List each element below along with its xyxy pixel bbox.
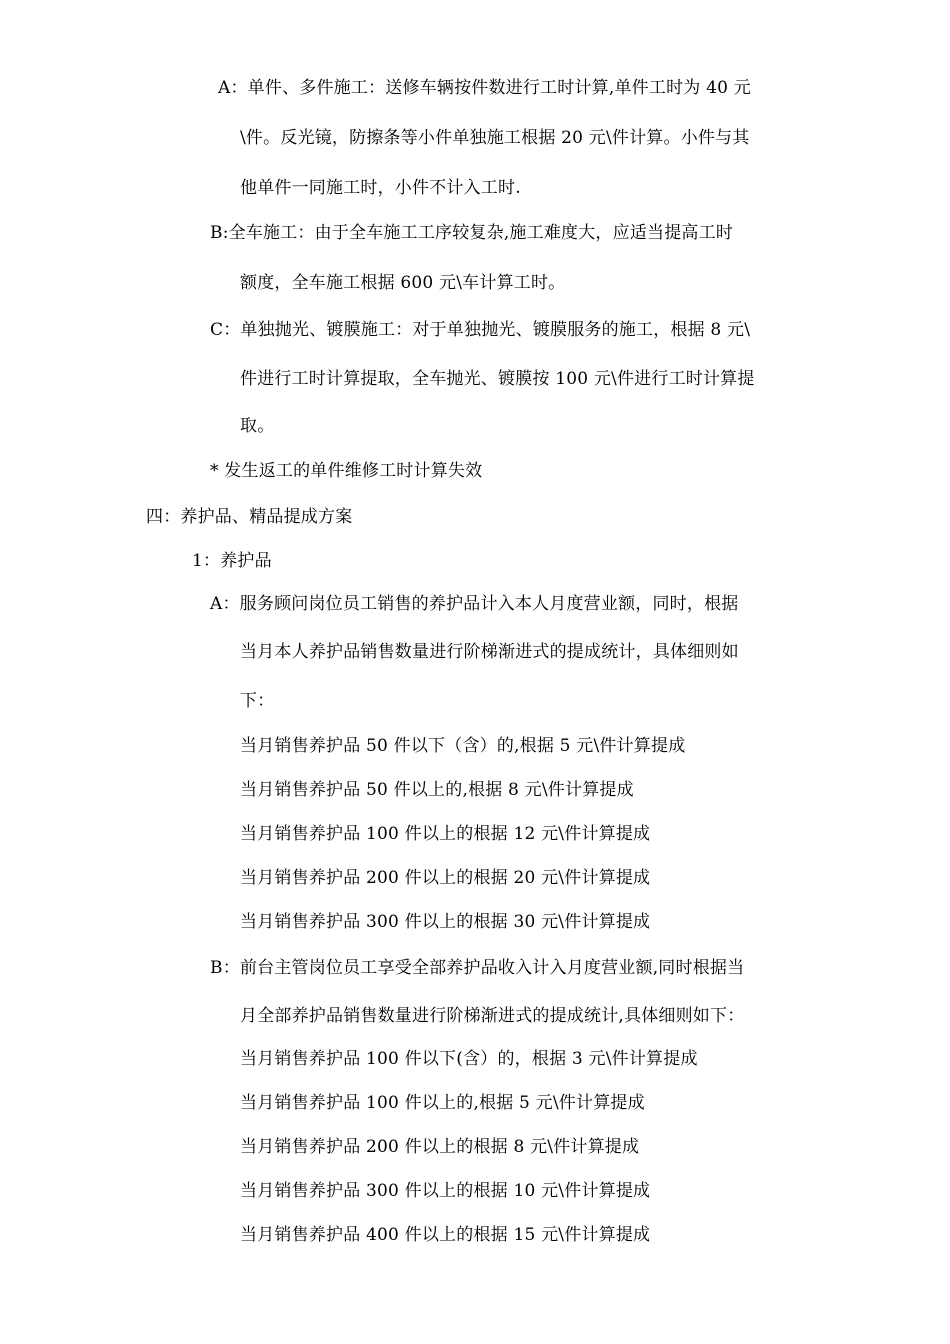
- care-b-line-1: B：前台主管岗位员工享受全部养护品收入计入月度营业额,同时根据当: [210, 958, 745, 978]
- item-a-line-2: \件。反光镜，防擦条等小件单独施工根据 20 元\件计算。小件与其: [240, 128, 750, 148]
- care-a-tier-4: 当月销售养护品 200 件以上的根据 20 元\件计算提成: [240, 868, 651, 888]
- item-c-line-1: C：单独抛光、镀膜施工：对于单独抛光、镀膜服务的施工，根据 8 元\: [210, 320, 751, 340]
- care-a-tier-1: 当月销售养护品 50 件以下（含）的,根据 5 元\件计算提成: [240, 736, 686, 756]
- care-a-line-2: 当月本人养护品销售数量进行阶梯渐进式的提成统计，具体细则如: [240, 642, 739, 662]
- item-c-line-2: 件进行工时计算提取，全车抛光、镀膜按 100 元\件进行工时计算提: [240, 369, 755, 389]
- care-b-line-2: 月全部养护品销售数量进行阶梯渐进式的提成统计,具体细则如下：: [240, 1006, 745, 1026]
- care-b-tier-4: 当月销售养护品 300 件以上的根据 10 元\件计算提成: [240, 1181, 651, 1201]
- section-4-heading: 四：养护品、精品提成方案: [146, 507, 353, 527]
- care-a-line-3: 下：: [240, 691, 275, 711]
- care-b-tier-3: 当月销售养护品 200 件以上的根据 8 元\件计算提成: [240, 1137, 640, 1157]
- item-a-line-3: 他单件一同施工时，小件不计入工时.: [240, 178, 521, 198]
- care-b-tier-1: 当月销售养护品 100 件以下(含）的，根据 3 元\件计算提成: [240, 1049, 698, 1069]
- item-b-line-1: B:全车施工：由于全车施工工序较复杂,施工难度大，应适当提高工时: [210, 223, 734, 243]
- subsection-1-heading: 1：养护品: [192, 551, 272, 571]
- rework-note: * 发生返工的单件维修工时计算失效: [210, 461, 483, 481]
- item-b-line-2: 额度，全车施工根据 600 元\车计算工时。: [240, 273, 566, 293]
- care-b-tier-5: 当月销售养护品 400 件以上的根据 15 元\件计算提成: [240, 1225, 651, 1245]
- item-a-line-1: A：单件、多件施工：送修车辆按件数进行工时计算,单件工时为 40 元: [218, 78, 751, 98]
- care-b-tier-2: 当月销售养护品 100 件以上的,根据 5 元\件计算提成: [240, 1093, 645, 1113]
- care-a-tier-5: 当月销售养护品 300 件以上的根据 30 元\件计算提成: [240, 912, 651, 932]
- care-a-tier-2: 当月销售养护品 50 件以上的,根据 8 元\件计算提成: [240, 780, 634, 800]
- care-a-tier-3: 当月销售养护品 100 件以上的根据 12 元\件计算提成: [240, 824, 651, 844]
- item-c-line-3: 取。: [240, 416, 275, 436]
- care-a-line-1: A：服务顾问岗位员工销售的养护品计入本人月度营业额，同时，根据: [210, 594, 739, 614]
